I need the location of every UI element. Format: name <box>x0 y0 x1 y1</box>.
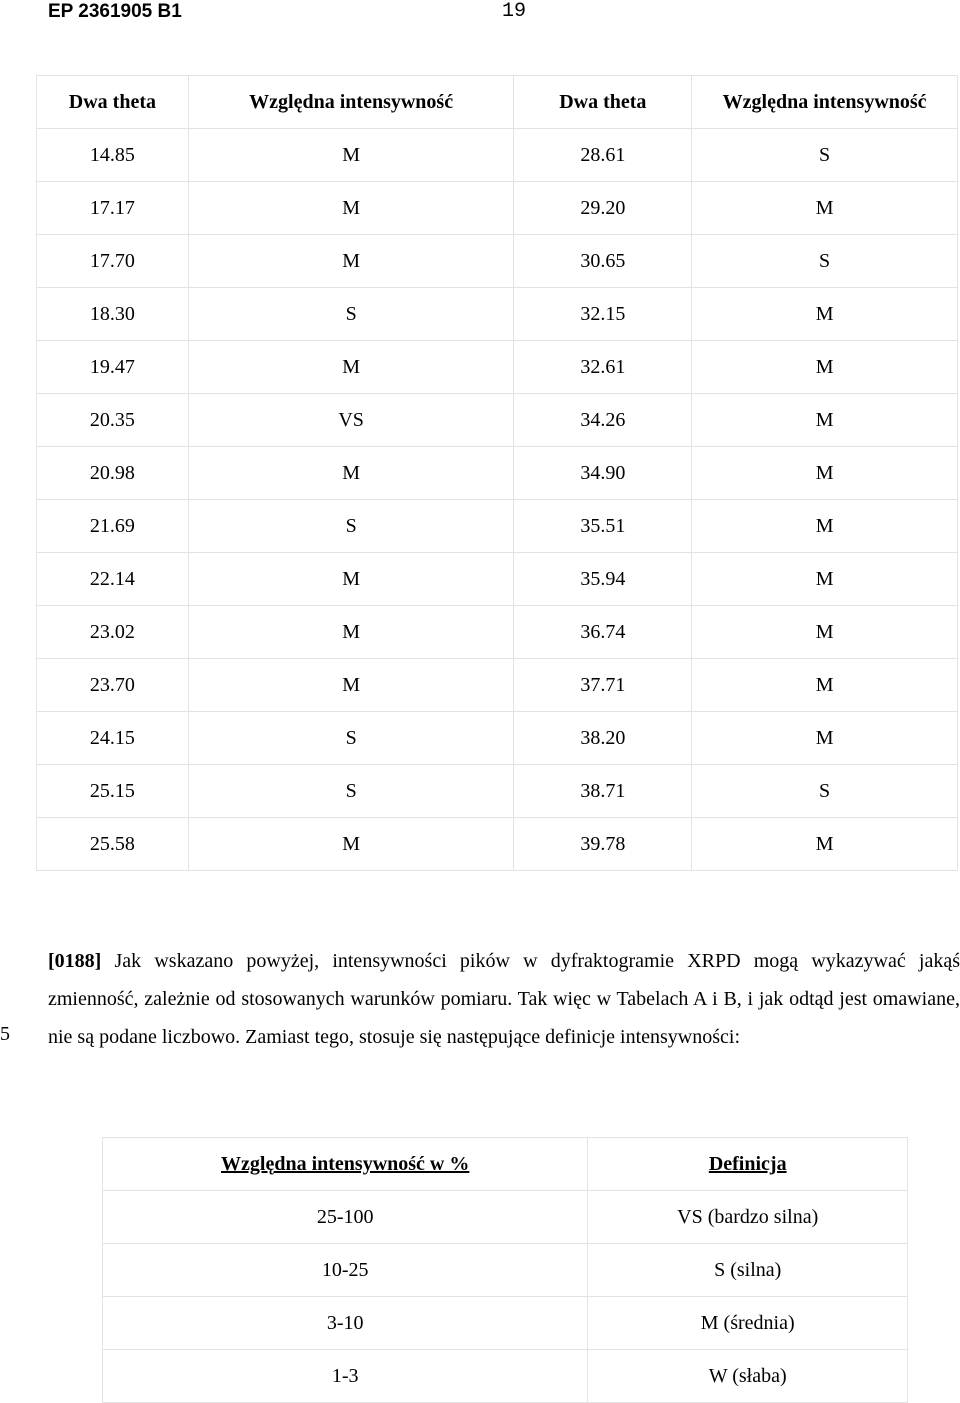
table-cell: S <box>692 129 958 182</box>
table-cell: 30.65 <box>514 235 692 288</box>
column-header-relative-intensity: Względna intensywność <box>188 76 514 129</box>
table-cell: M <box>188 182 514 235</box>
table-header-row <box>103 1138 908 1191</box>
table-cell: M <box>188 553 514 606</box>
table-cell: 34.26 <box>514 394 692 447</box>
table-cell: S <box>692 765 958 818</box>
table-cell: 19.47 <box>37 341 189 394</box>
table-row <box>37 606 958 659</box>
table-cell: 25-100 <box>103 1191 588 1244</box>
table-cell: 23.70 <box>37 659 189 712</box>
table-row <box>37 765 958 818</box>
line-number: 5 <box>0 1023 10 1045</box>
table-header-row <box>37 76 958 129</box>
table-cell: 36.74 <box>514 606 692 659</box>
table-cell: M <box>188 341 514 394</box>
column-header-relative-intensity-percent: Względna intensywność w % <box>103 1138 588 1191</box>
table-cell: M <box>692 606 958 659</box>
table-cell: 20.98 <box>37 447 189 500</box>
table-cell: M <box>188 235 514 288</box>
column-header-two-theta: Dwa theta <box>37 76 189 129</box>
paragraph-text: Jak wskazano powyżej, intensywności pików w dyfraktogramie XRPD mogą wykazywać jakąś zmienność, zależnie od stosowanych warunków pomiaru. Tak więc w Tabelach A i B, i jak odtąd jest omawiane, nie są podane liczbowo. Zamiast tego, stosuje się następujące definicje intensywności: <box>48 950 960 1048</box>
table-cell: 17.70 <box>37 235 189 288</box>
table-cell: M <box>692 447 958 500</box>
table-cell: 10-25 <box>103 1244 588 1297</box>
table-cell: VS <box>188 394 514 447</box>
table-cell: M <box>188 659 514 712</box>
table-row <box>37 712 958 765</box>
table-row <box>103 1191 908 1244</box>
column-header-two-theta: Dwa theta <box>514 76 692 129</box>
table-cell: VS (bardzo silna) <box>588 1191 908 1244</box>
table-row <box>103 1297 908 1350</box>
table-cell: 37.71 <box>514 659 692 712</box>
table-cell: 32.61 <box>514 341 692 394</box>
table-cell: 25.58 <box>37 818 189 871</box>
table-cell: 35.94 <box>514 553 692 606</box>
table-cell: M <box>692 553 958 606</box>
table-cell: 38.20 <box>514 712 692 765</box>
table-cell: 22.14 <box>37 553 189 606</box>
table-cell: S <box>692 235 958 288</box>
table-cell: 25.15 <box>37 765 189 818</box>
table-cell: M <box>692 182 958 235</box>
table-cell: M <box>188 818 514 871</box>
table-row <box>37 129 958 182</box>
table-cell: S (silna) <box>588 1244 908 1297</box>
table-cell: 3-10 <box>103 1297 588 1350</box>
table-row <box>103 1244 908 1297</box>
table-row <box>37 659 958 712</box>
table-row <box>37 500 958 553</box>
table-cell: M <box>692 659 958 712</box>
table-row <box>37 235 958 288</box>
table-cell: 38.71 <box>514 765 692 818</box>
table-cell: M <box>692 712 958 765</box>
table-cell: 35.51 <box>514 500 692 553</box>
table-row <box>37 288 958 341</box>
table-cell: S <box>188 712 514 765</box>
table-cell: M <box>692 500 958 553</box>
table-cell: 23.02 <box>37 606 189 659</box>
table-cell: 24.15 <box>37 712 189 765</box>
table-row <box>37 341 958 394</box>
table-cell: 32.15 <box>514 288 692 341</box>
table-cell: M <box>188 606 514 659</box>
table-cell: W (słaba) <box>588 1350 908 1403</box>
table-cell: M (średnia) <box>588 1297 908 1350</box>
table-cell: 17.17 <box>37 182 189 235</box>
table-row <box>103 1350 908 1403</box>
table-cell: S <box>188 765 514 818</box>
table-cell: M <box>692 394 958 447</box>
intensity-definitions-table <box>102 1137 908 1403</box>
table-cell: 20.35 <box>37 394 189 447</box>
table-cell: 21.69 <box>37 500 189 553</box>
table-cell: 39.78 <box>514 818 692 871</box>
table-cell: 1-3 <box>103 1350 588 1403</box>
table-cell: S <box>188 288 514 341</box>
table-cell: 18.30 <box>37 288 189 341</box>
table-cell: M <box>188 447 514 500</box>
table-cell: 14.85 <box>37 129 189 182</box>
column-header-relative-intensity: Względna intensywność <box>692 76 958 129</box>
patent-number: EP 2361905 B1 <box>48 1 182 22</box>
table-cell: 34.90 <box>514 447 692 500</box>
table-cell: S <box>188 500 514 553</box>
table-row <box>37 182 958 235</box>
table-row <box>37 818 958 871</box>
table-cell: M <box>692 818 958 871</box>
table-row <box>37 394 958 447</box>
table-cell: 29.20 <box>514 182 692 235</box>
xrpd-peaks-table <box>36 75 958 871</box>
table-cell: M <box>692 288 958 341</box>
page-number: 19 <box>502 0 527 23</box>
paragraph-tag: [0188] <box>48 950 102 972</box>
table-row <box>37 447 958 500</box>
paragraph-0188 <box>48 942 960 1056</box>
table-cell: 28.61 <box>514 129 692 182</box>
table-cell: M <box>692 341 958 394</box>
table-cell: M <box>188 129 514 182</box>
table-row <box>37 553 958 606</box>
column-header-definition: Definicja <box>588 1138 908 1191</box>
